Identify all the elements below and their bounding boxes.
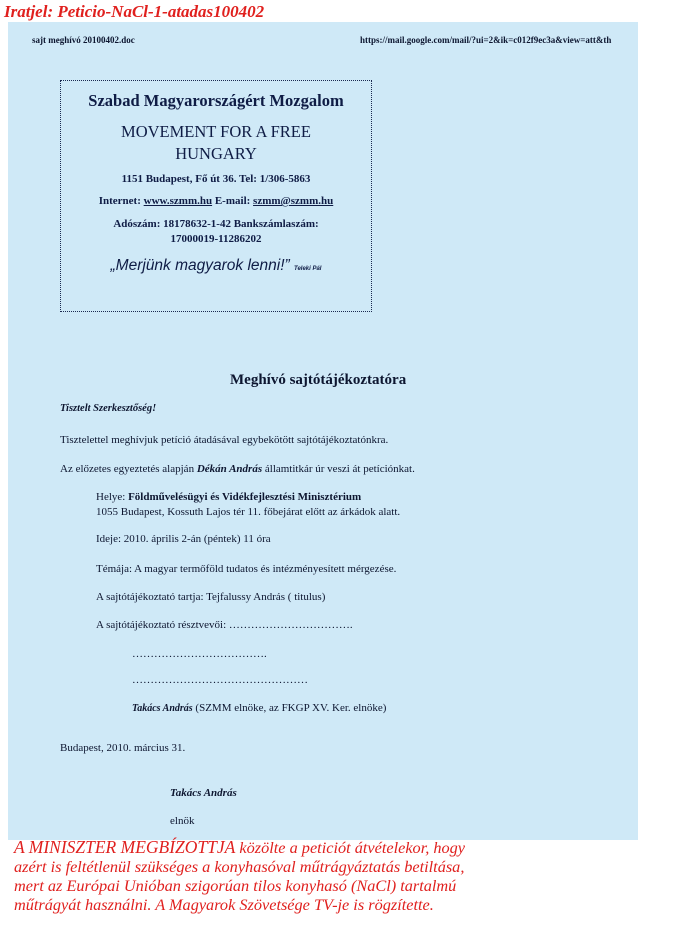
participants-dots-2: ………………………………………… xyxy=(132,674,308,686)
org-motto xyxy=(61,257,371,275)
tax-line-1: Adószám: 18178632-1-42 Bankszámlaszám: xyxy=(113,218,319,230)
signatory-role: (SZMM elnöke, az FKGP XV. Ker. elnöke) xyxy=(192,702,387,714)
file-name-header: sajt meghívó 20100402.doc xyxy=(32,35,135,45)
salutation: Tisztelt Szerkesztőség! xyxy=(60,403,157,414)
participants-dots-1: ………………………………. xyxy=(132,648,267,660)
closing-signatory-role: elnök xyxy=(170,815,195,827)
paragraph-invite: Tisztelettel meghívjuk petíció átadásával egybekötött sajtótájékoztatónkra. xyxy=(60,434,389,446)
tax-line-2: 17000019-11286202 xyxy=(170,233,262,245)
paragraph-recipient-end: államtitkár úr veszi át petíciónkat. xyxy=(262,463,415,475)
email-label: E-mail: xyxy=(214,195,251,207)
paragraph-recipient xyxy=(60,463,415,475)
signatory-name: Takács András xyxy=(132,703,193,714)
note-line-1 xyxy=(14,838,670,857)
recipient-name: Dékán András xyxy=(196,463,263,475)
note-emphasis: A MINISZTER MEGBÍZOTTJA xyxy=(14,837,236,857)
note-line-1-rest: közölte a peticiót átvételekor, hogy xyxy=(235,838,466,857)
motto-text: „Merjünk magyarok lenni!” xyxy=(110,257,290,274)
place-name: Földművelésügyi és Vidékfejlesztési Minisztérium xyxy=(128,491,362,503)
event-time: Ideje: 2010. április 2-án (péntek) 11 óra xyxy=(96,533,271,545)
org-name-hungarian: Szabad Magyarországért Mozgalom xyxy=(88,91,344,110)
signature-line-1 xyxy=(132,702,386,714)
org-address: 1151 Budapest, Fő út 36. Tel: 1/306-5863 xyxy=(121,173,311,185)
letterhead-box xyxy=(60,80,372,312)
website-link[interactable]: www.szmm.hu xyxy=(143,195,213,207)
ministry-response-note xyxy=(14,838,670,914)
event-place xyxy=(96,491,361,503)
place-label: Helye: xyxy=(96,491,129,503)
document-id-caption: Iratjel: Peticio-NaCl-1-atadas100402 xyxy=(4,2,265,21)
event-participants: A sajtótájékoztató résztvevői: ……………………………. xyxy=(96,619,353,631)
note-line-2: azért is feltétlenül szükséges a konyhasóval műtrágyáztatás betiltása, xyxy=(14,857,465,876)
org-name-english xyxy=(61,121,371,165)
url-header: https://mail.google.com/mail/?ui=2&ik=c012f9ec3a&view=att&th xyxy=(360,35,612,45)
note-line-4: műtrágyát használni. A Magyarok Szövetsége TV-je is rögzítette. xyxy=(14,895,434,914)
note-line-3: mert az Európai Unióban szigorúan tilos konyhasó (NaCl) tartalmú xyxy=(14,876,457,895)
email-link[interactable]: szmm@szmm.hu xyxy=(253,195,334,207)
motto-author: Teleki Pál xyxy=(294,266,322,272)
event-address: 1055 Budapest, Kossuth Lajos tér 11. főbejárat előtt az árkádok alatt. xyxy=(96,506,401,518)
paragraph-recipient-start: Az előzetes egyeztetés alapján xyxy=(60,463,197,475)
org-contact xyxy=(61,195,371,207)
letter-date: Budapest, 2010. március 31. xyxy=(60,742,186,754)
letter-title: Meghívó sajtótájékoztatóra xyxy=(230,372,407,388)
org-tax-bank xyxy=(61,217,371,247)
event-speaker: A sajtótájékoztató tartja: Tejfalussy András ( titulus) xyxy=(96,591,326,603)
org-name-english-line2: HUNGARY xyxy=(175,144,257,163)
closing-signatory-name: Takács András xyxy=(170,787,237,799)
internet-label: Internet: xyxy=(98,195,141,207)
event-topic: Témája: A magyar termőföld tudatos és intézményesített mérgezése. xyxy=(96,563,397,575)
org-name-english-line1: MOVEMENT FOR A FREE xyxy=(121,122,311,141)
